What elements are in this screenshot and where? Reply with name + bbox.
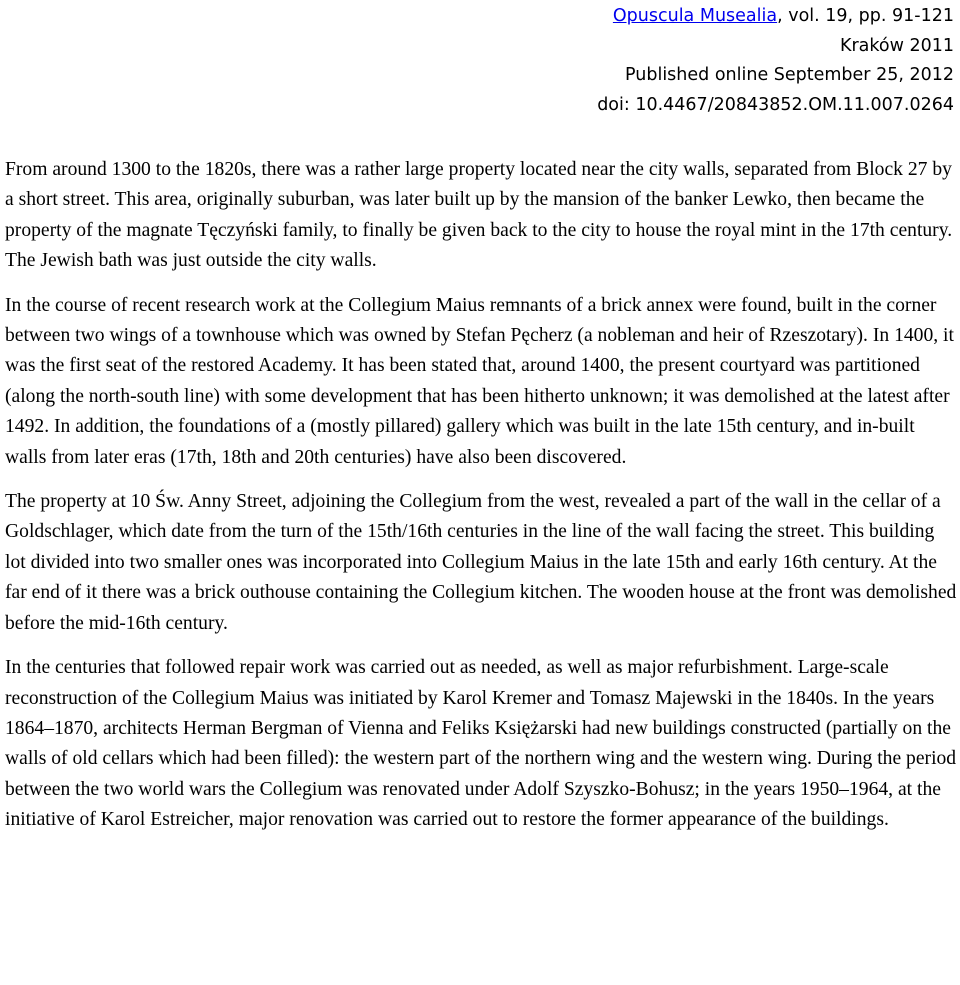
doi: doi: 10.4467/20843852.OM.11.007.0264: [597, 94, 954, 115]
citation-header: [597, 2, 954, 120]
volume-pages: , vol. 19, pp. 91-121: [777, 6, 954, 26]
place-year: Kraków 2011: [839, 35, 954, 56]
article-body: [5, 155, 958, 850]
paragraph-3: The property at 10 Św. Anny Street, adjoining the Collegium from the west, revealed a part of the wall in the cellar of a Goldschlager, which date from the turn of the 15th/16th centuries in the line of the wall facing the street. This building lot divided into two smaller ones was incorporated into Collegium Maius in the late 15th and early 16th century. At the far end of it there was a brick outhouse containing the Collegium kitchen. The wooden house at the front was demolished before the mid-16th century.: [5, 491, 957, 634]
paragraph-1: From around 1300 to the 1820s, there was a rather large property located near the city walls, separated from Block 27 by a short street. This area, originally suburban, was later built up by the mansion of the banker Lewko, then became the property of the magnate Tęczyński family, to finally be given back to the city to house the royal mint in the 17th century. The Jewish bath was just outside the city walls.: [5, 159, 953, 272]
paragraph-4: In the centuries that followed repair work was carried out as needed, as well as major refurbishment. Large-scale reconstruction of the Collegium Maius was initiated by Karol Kremer and Tomasz Majewski in the 1840s. In the years 1864–1870, architects Herman Bergman of Vienna and Feliks Księżarski had new buildings constructed (partially on the walls of old cellars which had been filled): the western part of the northern wing and the western wing. During the period between the two world wars the Collegium was renovated under Adolf Szyszko-Bohusz; in the years 1950–1964, at the initiative of Karol Estreicher, major renovation was carried out to restore the former appearance of the buildings.: [5, 657, 957, 831]
published-date: Published online September 25, 2012: [625, 65, 954, 85]
journal-line: [597, 2, 954, 32]
journal-link[interactable]: Opuscula Musealia: [612, 6, 778, 26]
paragraph-2: In the course of recent research work at the Collegium Maius remnants of a brick annex were found, built in the corner between two wings of a townhouse which was owned by Stefan Pęcherz (a nobleman and heir of Rzeszotary). In 1400, it was the first seat of the restored Academy. It has been stated that, around 1400, the present courtyard was partitioned (along the north-south line) with some development that has been hitherto unknown; it was demolished at the latest after 1492. In addition, the foundations of a (mostly pillared) gallery which was built in the late 15th century, and in-built walls from later eras (17th, 18th and 20th centuries) have also been discovered.: [5, 294, 954, 468]
